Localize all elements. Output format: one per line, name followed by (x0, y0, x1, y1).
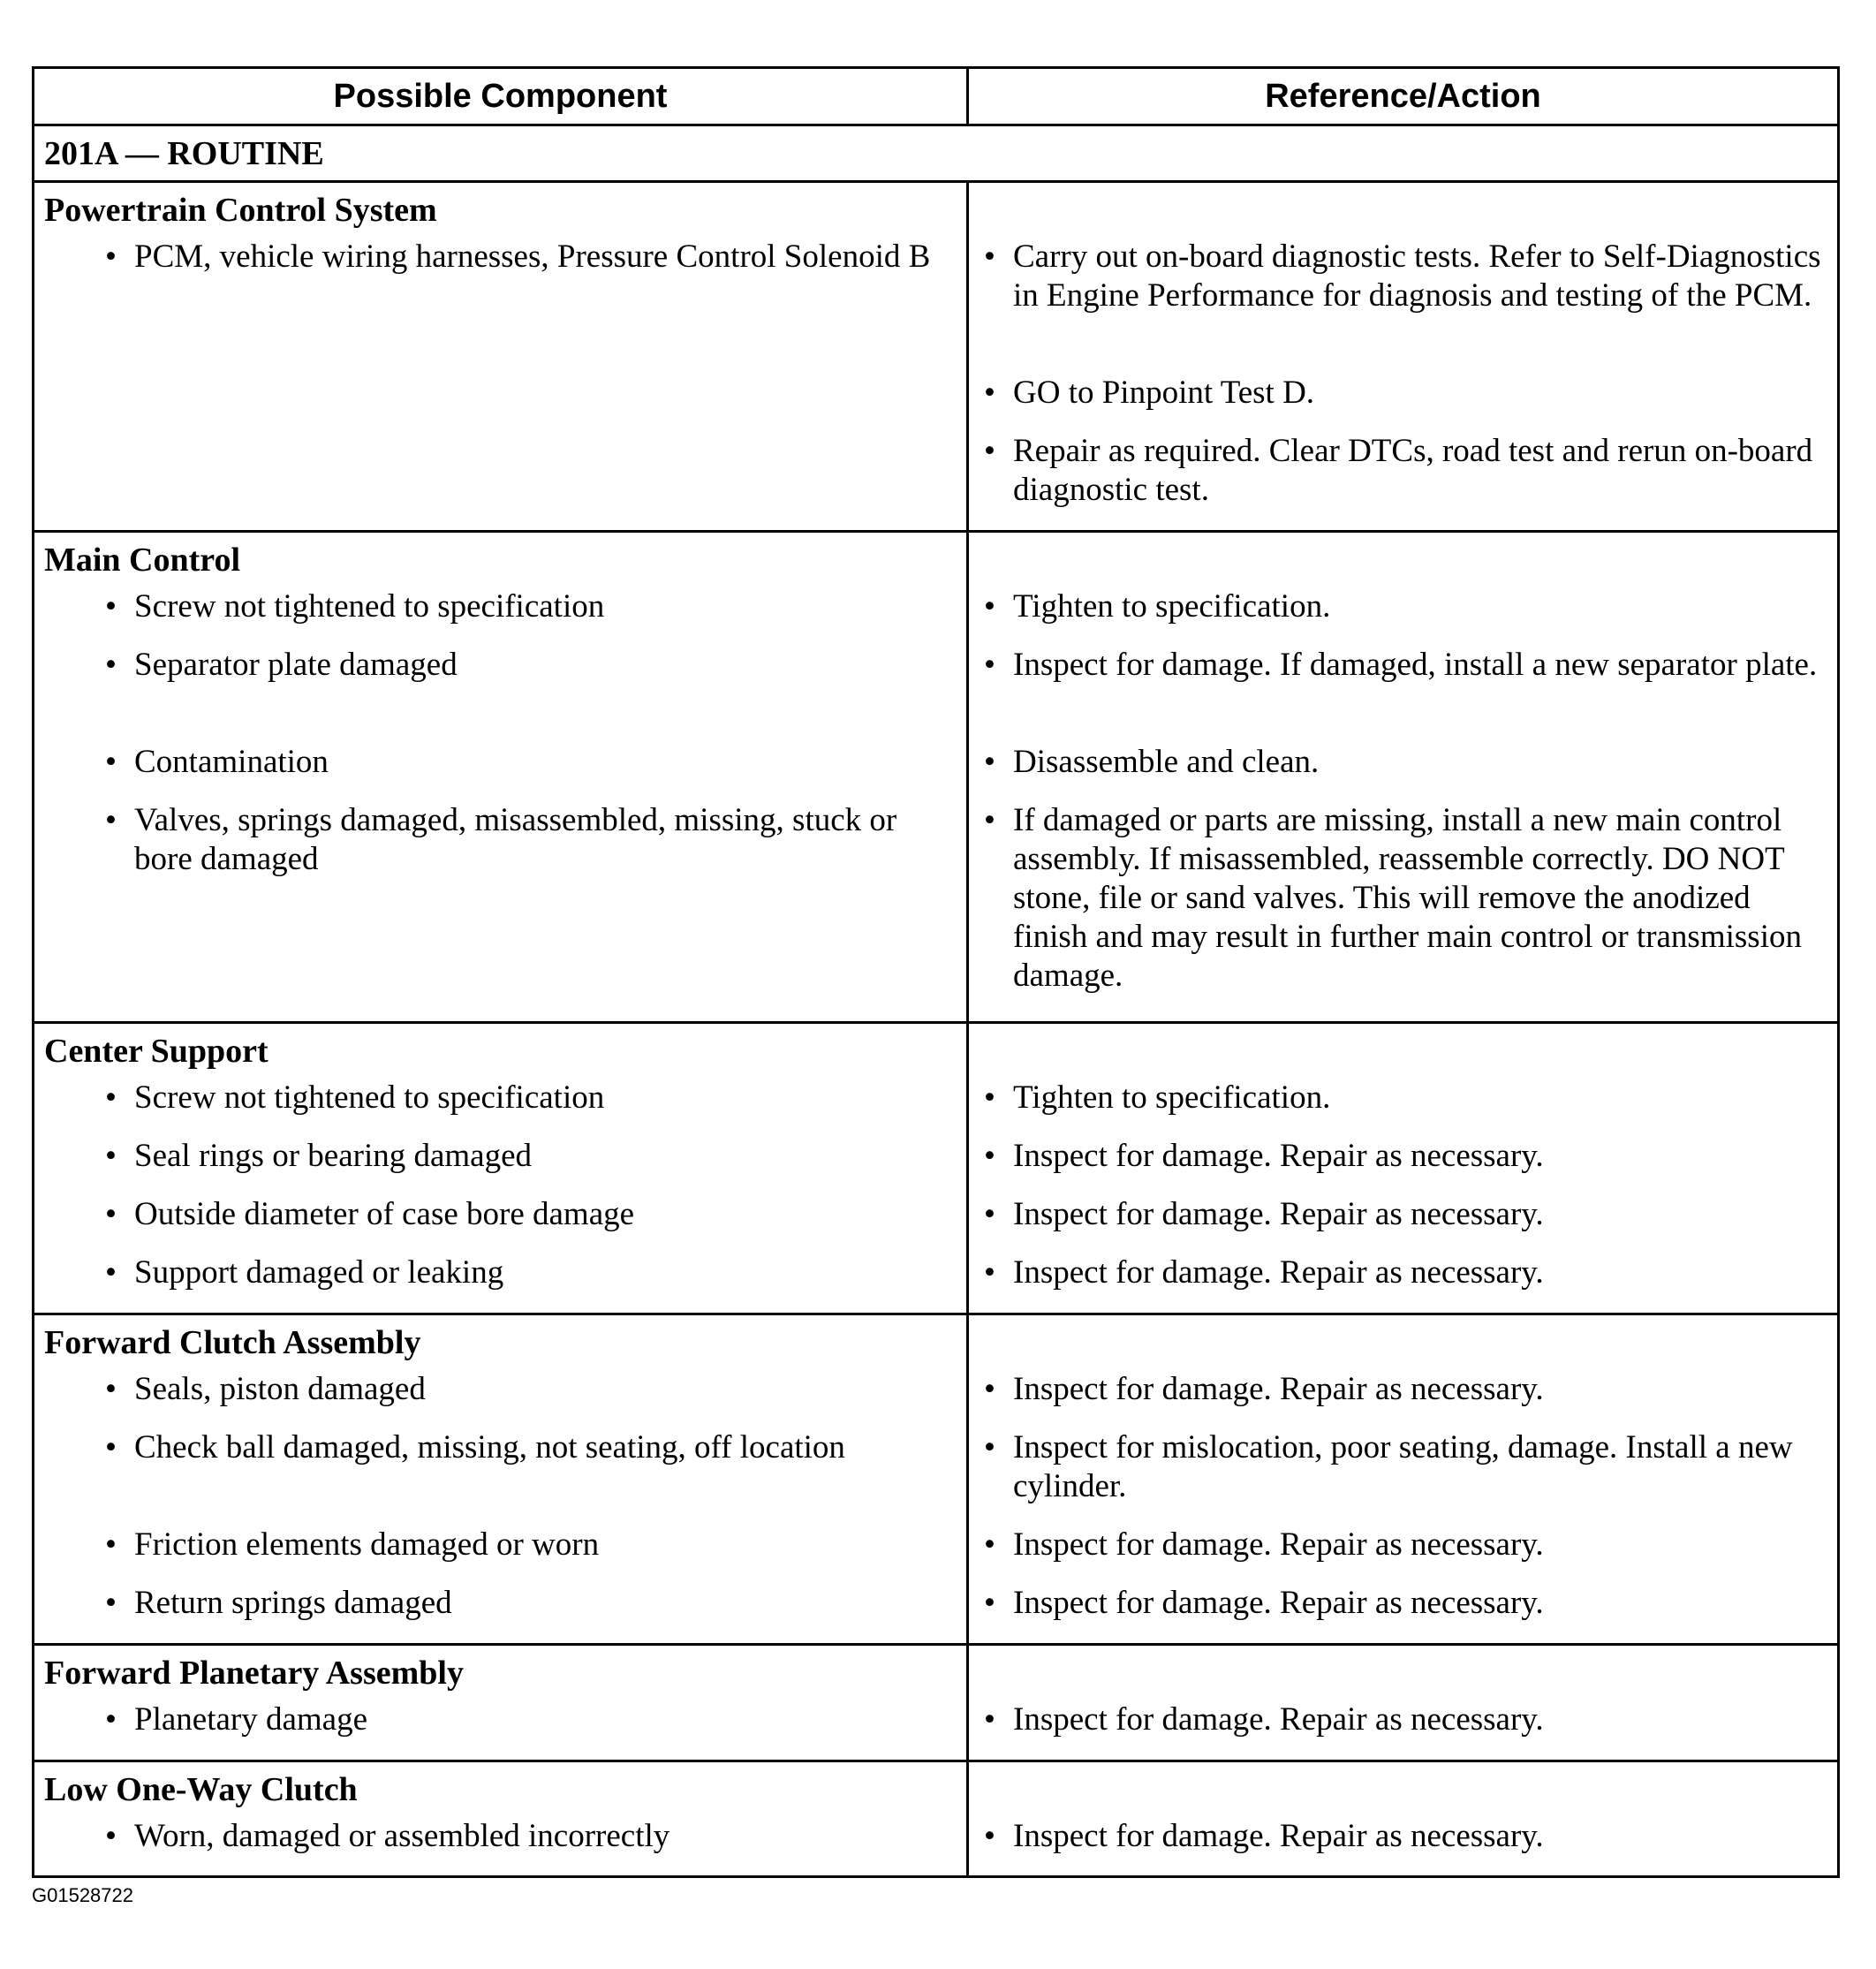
action-cell (969, 1817, 1837, 1872)
action-text: • Carry out on-board diagnostic tests. Refer to Self-Diagnostics in Engine Performance for diagnosis and testing of the PCM. (984, 238, 1825, 315)
section (34, 183, 1837, 533)
action-cell (969, 1370, 1837, 1428)
filler-right (969, 1872, 1837, 1875)
table-row (34, 646, 1837, 743)
filler-right (969, 1759, 1837, 1760)
action-text: • Inspect for damage. If damaged, install a new separator plate. (984, 646, 1825, 685)
section-title: Center Support (34, 1024, 969, 1079)
table-row (34, 801, 1837, 994)
component-cell (34, 801, 969, 966)
section-title-row (34, 1646, 1837, 1700)
component-cell (34, 646, 969, 743)
section-filler (34, 1642, 1837, 1643)
section (34, 1024, 1837, 1315)
section-filler (34, 1759, 1837, 1760)
table-row (34, 432, 1837, 508)
section-title: Forward Planetary Assembly (34, 1646, 969, 1700)
section-heading: 201A — ROUTINE (34, 126, 1837, 183)
header-possible-component: Possible Component (34, 69, 969, 124)
component-cell (34, 1817, 969, 1872)
table-row (34, 1526, 1837, 1584)
component-text: • Friction elements damaged or worn (105, 1526, 957, 1564)
table-row (34, 1700, 1837, 1759)
table-row (34, 1079, 1837, 1137)
filler-left (34, 1642, 969, 1643)
component-text: • Worn, damaged or assembled incorrectly (105, 1817, 957, 1856)
action-text: • Tighten to specification. (984, 1079, 1825, 1117)
action-text: • Inspect for damage. Repair as necessary. (984, 1137, 1825, 1176)
section-title: Main Control (34, 533, 969, 587)
action-text: • Inspect for damage. Repair as necessary. (984, 1526, 1825, 1564)
action-text: • Repair as required. Clear DTCs, road test and rerun on-board diagnostic test. (984, 432, 1825, 510)
component-text: • Seals, piston damaged (105, 1370, 957, 1409)
table-row (34, 238, 1837, 374)
filler-left (34, 1312, 969, 1313)
action-text: • Inspect for damage. Repair as necessary. (984, 1253, 1825, 1292)
table-row (34, 1817, 1837, 1872)
diagnostic-table (32, 66, 1840, 1878)
component-text: • Outside diameter of case bore damage (105, 1195, 957, 1234)
component-cell (34, 1584, 969, 1642)
section-title-empty-cell (969, 1762, 1837, 1817)
action-cell (969, 1079, 1837, 1137)
section-title: Forward Clutch Assembly (34, 1315, 969, 1370)
section (34, 1762, 1837, 1875)
action-text: • Inspect for damage. Repair as necessary. (984, 1584, 1825, 1623)
section-title-row (34, 1762, 1837, 1817)
table-row (34, 1253, 1837, 1312)
action-text: • Inspect for mislocation, poor seating, damage. Install a new cylinder. (984, 1428, 1825, 1506)
action-text: • If damaged or parts are missing, install a new main control assembly. If misassembled, reassemble correctly. DO NOT stone, file or sand valves. This will remove the anodized finish and may result in further main control or transmission damage. (984, 801, 1825, 996)
section-title-row (34, 1315, 1837, 1370)
filler-left (34, 1759, 969, 1760)
section-title: Low One-Way Clutch (34, 1762, 969, 1817)
action-text: • Tighten to specification. (984, 587, 1825, 626)
table-row (34, 587, 1837, 646)
component-text: • Screw not tightened to specification (105, 1079, 957, 1117)
section (34, 1646, 1837, 1762)
component-cell (34, 1370, 969, 1428)
filler-right (969, 1642, 1837, 1643)
section-title-row (34, 1024, 1837, 1079)
section-title-row (34, 533, 1837, 587)
component-cell (34, 1526, 969, 1584)
action-text: • Inspect for damage. Repair as necessary. (984, 1817, 1825, 1856)
component-text: • Screw not tightened to specification (105, 587, 957, 626)
action-text: • Inspect for damage. Repair as necessary. (984, 1700, 1825, 1739)
action-text: • Inspect for damage. Repair as necessary. (984, 1370, 1825, 1409)
filler-left (34, 1872, 969, 1875)
component-text: • PCM, vehicle wiring harnesses, Pressure Control Solenoid B (105, 238, 957, 276)
component-cell (34, 1137, 969, 1195)
section-filler (34, 1872, 1837, 1875)
component-cell (34, 587, 969, 646)
action-cell (969, 587, 1837, 646)
component-text: • Return springs damaged (105, 1584, 957, 1623)
component-text: • Support damaged or leaking (105, 1253, 957, 1292)
section-title-empty-cell (969, 1024, 1837, 1079)
action-text: • GO to Pinpoint Test D. (984, 374, 1825, 413)
section-title-empty-cell (969, 183, 1837, 238)
action-cell (969, 374, 1837, 432)
sections-container (34, 183, 1837, 1875)
action-cell (969, 1137, 1837, 1195)
component-cell (34, 1079, 969, 1137)
action-cell (969, 238, 1837, 374)
component-cell (34, 1428, 969, 1526)
action-cell (969, 1195, 1837, 1253)
action-cell (969, 432, 1837, 508)
action-text: • Disassemble and clean. (984, 743, 1825, 782)
component-text: • Seal rings or bearing damaged (105, 1137, 957, 1176)
component-cell (34, 238, 969, 374)
component-text: • Contamination (105, 743, 957, 782)
filler-left (34, 966, 969, 1021)
section-title: Powertrain Control System (34, 183, 969, 238)
component-cell (34, 1700, 969, 1759)
table-row (34, 1195, 1837, 1253)
section-title-empty-cell (969, 533, 1837, 587)
component-cell (34, 743, 969, 801)
action-cell (969, 1584, 1837, 1642)
action-cell (969, 1700, 1837, 1759)
action-cell (969, 1253, 1837, 1312)
component-cell (34, 374, 969, 432)
filler-right (969, 1312, 1837, 1313)
table-row (34, 374, 1837, 432)
action-cell (969, 1526, 1837, 1584)
table-row (34, 743, 1837, 801)
table-row (34, 1370, 1837, 1428)
filler-left (34, 503, 969, 530)
component-text: • Separator plate damaged (105, 646, 957, 685)
action-cell (969, 743, 1837, 801)
figure-id: G01528722 (32, 1884, 133, 1906)
section (34, 533, 1837, 1024)
component-text: • Check ball damaged, missing, not seating, off location (105, 1428, 957, 1467)
table-row (34, 1428, 1837, 1526)
section-title-empty-cell (969, 1646, 1837, 1700)
section-title-empty-cell (969, 1315, 1837, 1370)
section (34, 1315, 1837, 1646)
component-text: • Valves, springs damaged, misassembled, missing, stuck or bore damaged (105, 801, 957, 879)
section-filler (34, 1312, 1837, 1313)
action-cell (969, 1428, 1837, 1526)
table-row (34, 1137, 1837, 1195)
header-reference-action: Reference/Action (1265, 77, 1541, 115)
action-cell (969, 646, 1837, 743)
section-title-row (34, 183, 1837, 238)
table-row (34, 1584, 1837, 1642)
component-cell (34, 1195, 969, 1253)
component-cell (34, 432, 969, 503)
component-cell (34, 1253, 969, 1312)
table-header (34, 69, 1837, 126)
action-text: • Inspect for damage. Repair as necessary. (984, 1195, 1825, 1234)
action-cell (969, 801, 1837, 994)
component-text: • Planetary damage (105, 1700, 957, 1739)
